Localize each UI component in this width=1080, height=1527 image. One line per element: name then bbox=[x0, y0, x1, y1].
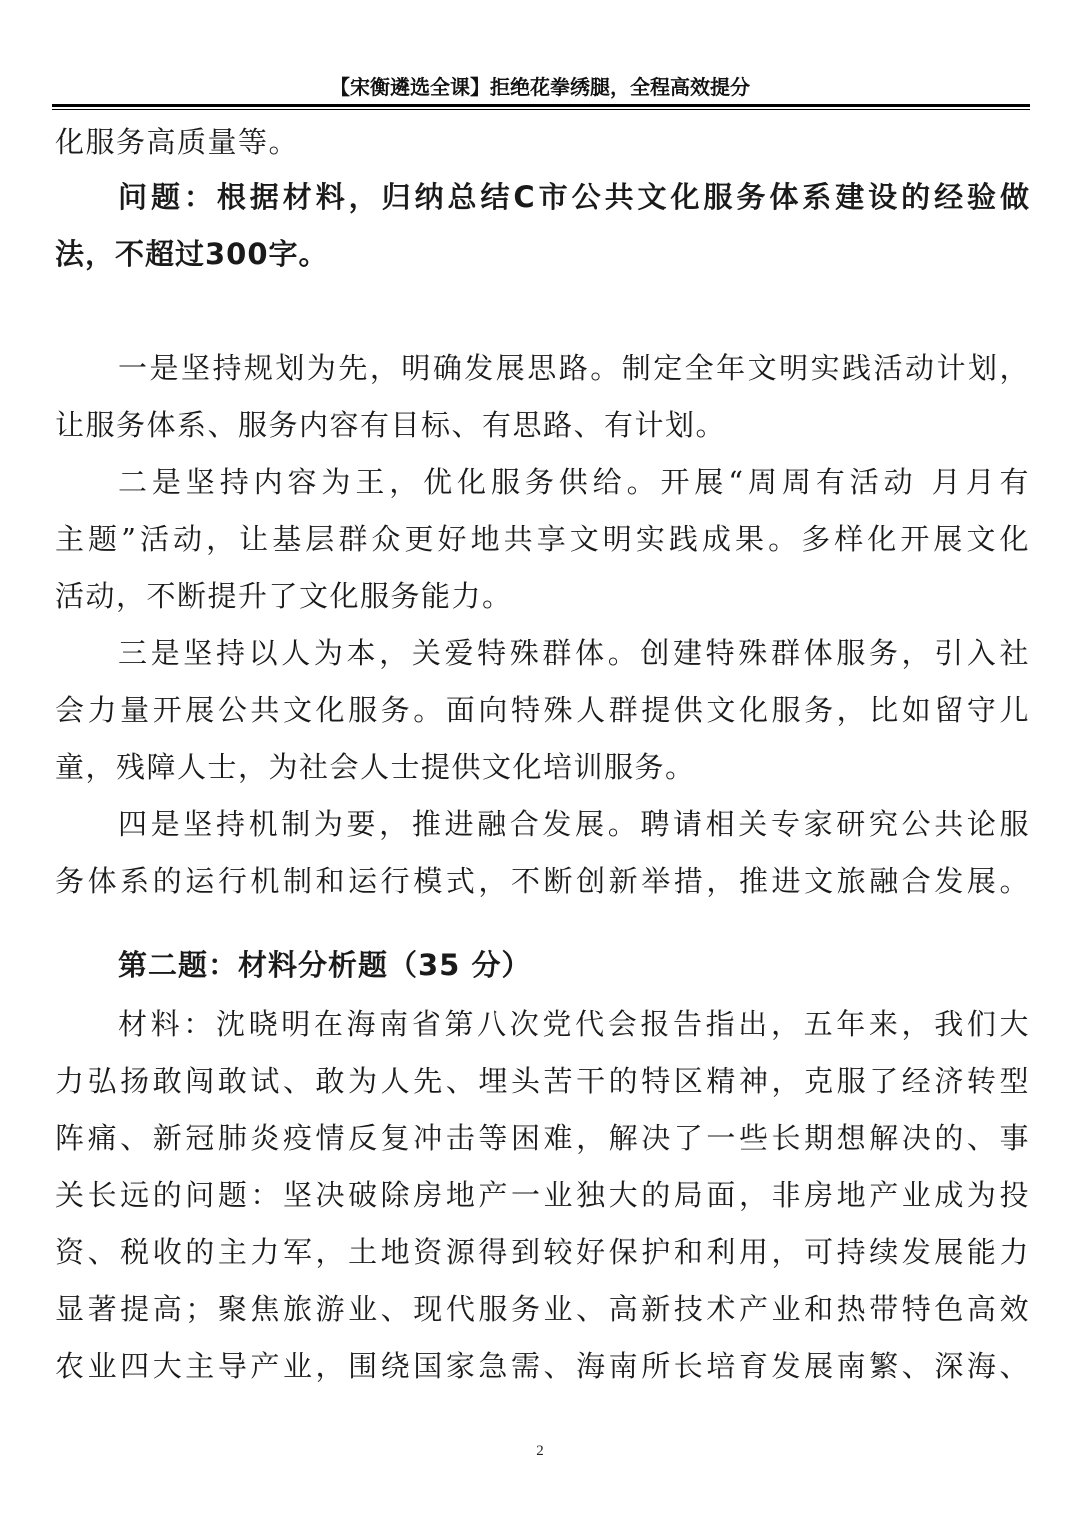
page-number: 2 bbox=[536, 1443, 544, 1459]
answer-p4-line-2: 务体系的运行机制和运行模式，不断创新举措，推进文旅融合发展。 bbox=[55, 864, 1030, 898]
question-line-1: 问题：根据材料，归纳总结C市公共文化服务体系建设的经验做 bbox=[118, 180, 1030, 214]
material-line-5: 资、税收的主力军，土地资源得到较好保护和利用，可持续发展能力 bbox=[55, 1235, 1030, 1269]
material-line-7: 农业四大主导产业，围绕国家急需、海南所长培育发展南繁、深海、 bbox=[55, 1349, 1030, 1383]
section2-heading: 第二题：材料分析题（35 分） bbox=[118, 948, 532, 982]
answer-p3-line-2: 会力量开展公共文化服务。面向特殊人群提供文化服务，比如留守儿 bbox=[55, 693, 1030, 727]
answer-p3-line-3: 童，残障人士，为社会人士提供文化培训服务。 bbox=[55, 750, 696, 784]
answer-p1-line-2: 让服务体系、服务内容有目标、有思路、有计划。 bbox=[55, 408, 727, 442]
question-line-2: 法，不超过300字。 bbox=[55, 237, 329, 271]
material-line-1: 材料：沈晓明在海南省第八次党代会报告指出，五年来，我们大 bbox=[118, 1007, 1030, 1041]
answer-p2-line-1: 二是坚持内容为王，优化服务供给。开展“周周有活动 月月有 bbox=[118, 465, 1030, 499]
header-rule bbox=[52, 104, 1030, 107]
material-line-4: 关长远的问题：坚决破除房地产一业独大的局面，非房地产业成为投 bbox=[55, 1178, 1030, 1212]
continuation-line: 化服务高质量等。 bbox=[55, 125, 300, 159]
answer-p4-line-1: 四是坚持机制为要，推进融合发展。聘请相关专家研究公共论服 bbox=[118, 807, 1030, 841]
header-rule-thin bbox=[52, 109, 1030, 110]
answer-p2-line-3: 活动，不断提升了文化服务能力。 bbox=[55, 579, 513, 613]
material-line-2: 力弘扬敢闯敢试、敢为人先、埋头苦干的特区精神，克服了经济转型 bbox=[55, 1064, 1030, 1098]
material-line-3: 阵痛、新冠肺炎疫情反复冲击等困难，解决了一些长期想解决的、事 bbox=[55, 1121, 1030, 1155]
answer-p1-line-1: 一是坚持规划为先，明确发展思路。制定全年文明实践活动计划， bbox=[118, 351, 1030, 385]
answer-p2-line-2: 主题”活动，让基层群众更好地共享文明实践成果。多样化开展文化 bbox=[55, 522, 1030, 556]
material-line-6: 显著提高；聚焦旅游业、现代服务业、高新技术产业和热带特色高效 bbox=[55, 1292, 1030, 1326]
answer-p3-line-1: 三是坚持以人为本，关爱特殊群体。创建特殊群体服务，引入社 bbox=[118, 636, 1030, 670]
page-header-title: 【宋衡遴选全课】拒绝花拳绣腿，全程高效提分 bbox=[330, 75, 750, 99]
